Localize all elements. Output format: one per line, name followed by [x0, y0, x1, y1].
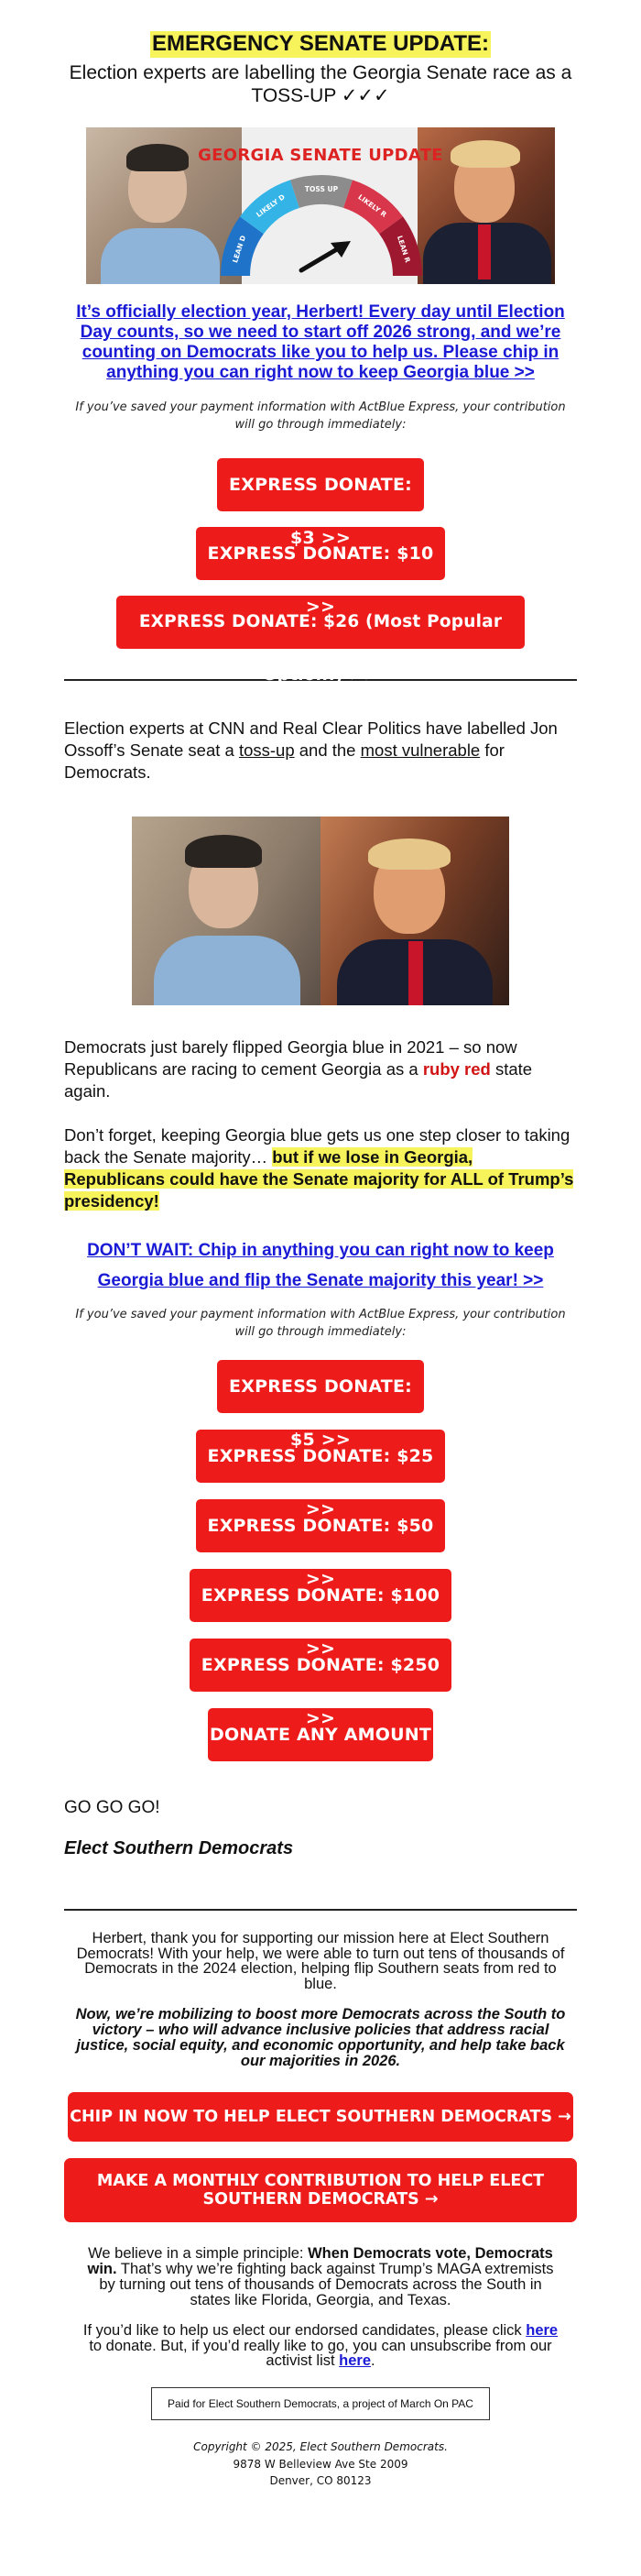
- candidates-photo: [132, 817, 509, 1005]
- footer-mobilizing: Now, we’re mobilizing to boost more Democrats across the South to victory – who will advance inclusive policies that address racial justice, social equity, and economic opportunity, and help take back our majorities in 2026.: [75, 2006, 566, 2069]
- paragraph-senate-majority: Don’t forget, keeping Georgia blue gets us one step closer to taking back the Senate majority… but if we lose in Georgia, Republicans could have the Senate majority for ALL of Trump’s presidency!: [64, 1125, 574, 1211]
- gauge-label: LIKELY R: [356, 192, 388, 219]
- address-line-2: Denver, CO 80123: [269, 2474, 372, 2488]
- headline-subline: Election experts are labelling the Georgia Senate race as a TOSS-UP ✓✓✓: [69, 61, 572, 106]
- copyright: Copyright © 2025, Elect Southern Democrats.: [193, 2440, 448, 2454]
- address-line-1: 9878 W Belleview Ave Ste 2009: [233, 2457, 408, 2471]
- gauge-needle: [301, 247, 342, 270]
- express-note-1: If you’ve saved your payment information with ActBlue Express, your contribution will go through immediately:: [75, 400, 566, 433]
- headline: [64, 31, 577, 107]
- mailing-address: [64, 2439, 577, 2490]
- signoff-cheer: GO GO GO!: [64, 1797, 160, 1817]
- ask-1-link[interactable]: It’s officially election year, Herbert! Every day until Election Day counts, so we need to start off 2026 strong, and we’re counting on Democrats like you to help us. Please chip in anything you can right now to keep Georgia blue >>: [76, 302, 565, 383]
- signoff-org: Elect Southern Democrats: [64, 1837, 294, 1858]
- gauge-label: TOSS UP: [304, 185, 339, 194]
- donate-any-amount-button[interactable]: DONATE ANY AMOUNT >>: [208, 1708, 433, 1761]
- email-body: [64, 31, 577, 2490]
- express-donate-250-button[interactable]: EXPRESS DONATE: $250: [190, 1639, 451, 1692]
- gauge-label: LIKELY D: [255, 192, 287, 220]
- donation-ask-2: [73, 1236, 568, 1296]
- express-donate-100-button[interactable]: EXPRESS DONATE: $100: [190, 1569, 451, 1622]
- express-donate-25-button[interactable]: EXPRESS DONATE: $25: [196, 1430, 445, 1483]
- donation-ask-1: [73, 302, 568, 383]
- footer-unsubscribe: If you’d like to help us elect our endorsed candidates, please click here to donate. But, if you’d really like to go, you can unsubscribe from our activist list here.: [82, 2321, 559, 2370]
- monthly-contribution-button[interactable]: MAKE A MONTHLY CONTRIBUTION TO HELP ELECT SOUTHERN DEMOCRATS →: [64, 2158, 577, 2222]
- senate-rating-gauge: [213, 170, 429, 278]
- hero-image[interactable]: [86, 127, 555, 284]
- gauge-label: LEAN D: [231, 234, 248, 265]
- express-donate-26-button[interactable]: EXPRESS DONATE: $26 (Most Popular Option!) >>: [116, 596, 525, 649]
- unsubscribe-here-link[interactable]: here: [339, 2352, 372, 2370]
- chip-in-button[interactable]: CHIP IN NOW TO HELP ELECT SOUTHERN DEMOCRATS →: [68, 2092, 573, 2142]
- donate-here-link[interactable]: here: [526, 2321, 559, 2339]
- express-donate-3-button[interactable]: EXPRESS DONATE:: [217, 458, 424, 511]
- gauge-label: LEAN R: [395, 235, 412, 264]
- paid-for-disclaimer: Paid for Elect Southern Democrats, a project of March On PAC: [151, 2387, 490, 2420]
- express-donate-10-button[interactable]: EXPRESS DONATE: $10: [196, 527, 445, 580]
- paragraph-ruby-red: Democrats just barely flipped Georgia blue in 2021 – so now Republicans are racing to cement Georgia as a ruby red state again.: [64, 1037, 533, 1102]
- express-donate-5-button[interactable]: EXPRESS DONATE:: [217, 1360, 424, 1413]
- paragraph-tossup: Election experts at CNN and Real Clear Politics have labelled Jon Ossoff’s Senate seat a toss-up and the most vulnerable for Democrats.: [64, 718, 558, 783]
- express-note-2: If you’ve saved your payment information with ActBlue Express, your contribution will go through immediately:: [75, 1308, 566, 1339]
- hero-title: GEORGIA SENATE UPDATE: [198, 146, 443, 166]
- ask-2-link[interactable]: DON’T WAIT: Chip in anything you can right now to keep Georgia blue and flip the Senate majority this year! >>: [87, 1241, 554, 1290]
- footer-principle: We believe in a simple principle: When Democrats vote, Democrats win. That’s why we’re fighting back against Trump’s MAGA extremists by turning out tens of thousands of Democrats across the South in states like Florida, Georgia, and Texas.: [87, 2245, 554, 2308]
- footer-thanks: Herbert, thank you for supporting our mission here at Elect Southern Democrats! With your help, we were able to turn out tens of thousands of Democrats in the 2024 election, helping flip Southern seats from red to blue.: [76, 1929, 565, 1993]
- emergency-highlight: EMERGENCY SENATE UPDATE:: [151, 31, 490, 56]
- footer: [64, 1911, 577, 2490]
- express-donate-50-button[interactable]: EXPRESS DONATE: $50: [196, 1499, 445, 1552]
